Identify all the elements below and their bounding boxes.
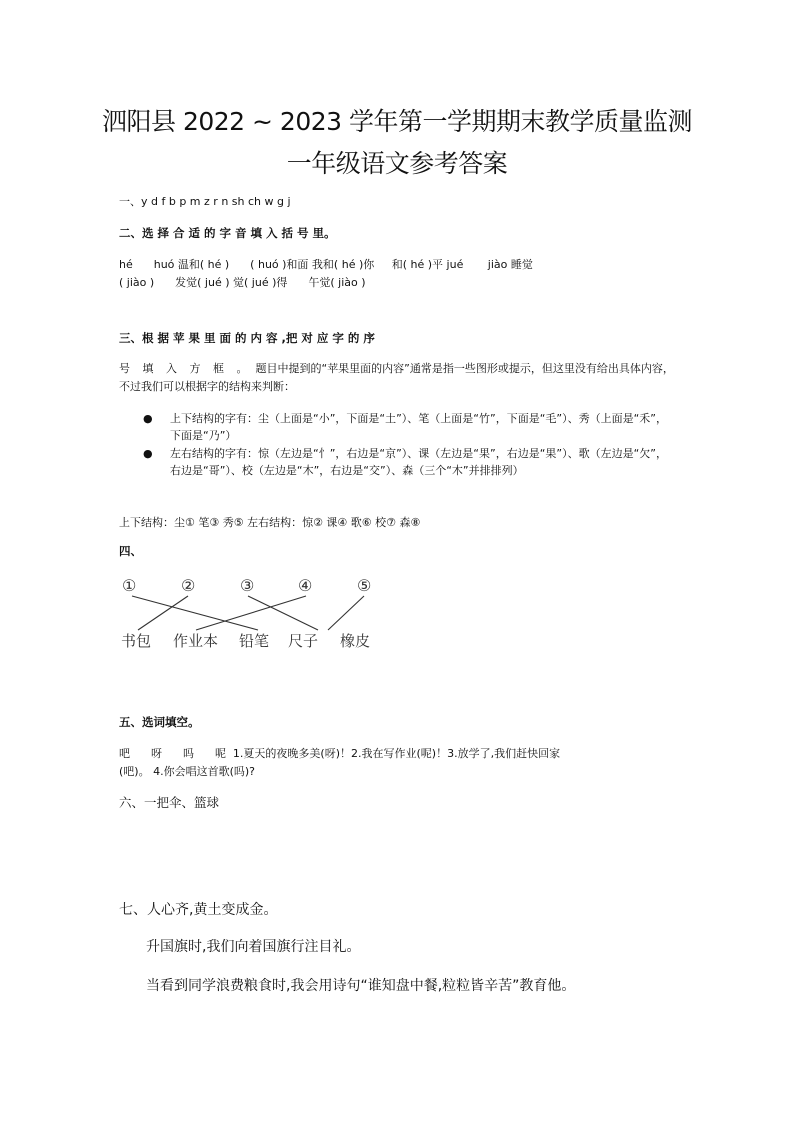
q2-answer-line2: ( jiào ) 发觉( jué ) 觉( jué )得 午觉( jiào ) (119, 276, 366, 289)
match-number: ③ (240, 576, 255, 595)
q3-heading: 三、根 据 苹 果 里 面 的 内 容 ,把 对 应 字 的 序 (119, 331, 375, 345)
q5-answer-line1: 吧 呀 吗 呢 1.夏天的夜晚多美(呀)！2.我在写作业(呢)！3.放学了,我们赶快回家 (119, 747, 561, 760)
match-line (132, 596, 258, 630)
list-item: ● 左右结构的字有：惊（左边是“忄”，右边是“京”）、课（左边是“果”，右边是“果”）、歌（左边是“欠”，右边是“哥”）、校（左边是“木”，右边是“交”）、森（三个“木”并排排列） (143, 447, 667, 477)
q1-answer: 一、y d f b p m z r n sh ch w g j (119, 195, 291, 208)
match-word: 尺子 (288, 632, 319, 650)
q2-heading: 二、选 择 合 适 的 字 音 填 入 括 号 里。 (119, 226, 336, 240)
q7-heading: 七、人心齐,黄土变成金。 (119, 902, 278, 918)
match-number: ① (122, 576, 137, 595)
page-title-line2: 一年级语文参考答案 (286, 149, 508, 178)
q7-sentence2: 当看到同学浪费粮食时,我会用诗句“谁知盘中餐,粒粒皆辛苦”教育他。 (146, 978, 576, 994)
match-line (328, 596, 364, 630)
list-item: ● 上下结构的字有：尘（上面是“小”，下面是“土”）、笔（上面是“竹”，下面是“毛”）、秀（上面是“禾”，下面是“乃”） (143, 412, 667, 442)
bullet-icon: ● (143, 412, 153, 425)
match-line (196, 596, 306, 630)
q2-answer-line1: hé huó 温和( hé ) ( huó )和面 我和( hé )你 和( hé )平 jué jiào 睡觉 (119, 258, 533, 271)
match-number: ② (181, 576, 196, 595)
match-line (248, 596, 318, 630)
q4-heading: 四、 (119, 544, 142, 558)
q3-bullet-list (143, 410, 675, 480)
match-word: 橡皮 (340, 632, 371, 650)
match-word: 铅笔 (239, 632, 270, 650)
match-number: ⑤ (357, 576, 372, 595)
match-word: 书包 (121, 632, 152, 650)
q7-sentence1: 升国旗时,我们向着国旗行注目礼。 (146, 939, 361, 955)
matching-diagram (118, 574, 378, 654)
match-number: ④ (298, 576, 313, 595)
page-title-line1: 泗阳县 2022 ~ 2023 学年第一学期期末教学质量监测 (102, 107, 692, 136)
q5-heading: 五、选词填空。 (119, 715, 200, 729)
q3-answer: 上下结构：尘① 笔③ 秀⑤ 左右结构：惊② 课④ 歌⑥ 校⑦ 森⑧ (119, 516, 421, 529)
match-word: 作业本 (173, 632, 219, 650)
bullet-icon: ● (143, 447, 153, 460)
q5-answer-line2: (吧)。 4.你会唱这首歌(吗)? (119, 765, 255, 778)
q6-answer: 六、一把伞、篮球 (119, 795, 220, 810)
q3-intro-spaced: 号 填 入 方 框 。 (119, 362, 252, 375)
q3-intro-rest: 题目中提到的“苹果里面的内容”通常是指一些图形或提示，但这里没有给出具体内容，不过我们可以根据字的结构来判断： (119, 362, 674, 393)
q3-intro (119, 360, 675, 396)
match-line (138, 596, 188, 630)
